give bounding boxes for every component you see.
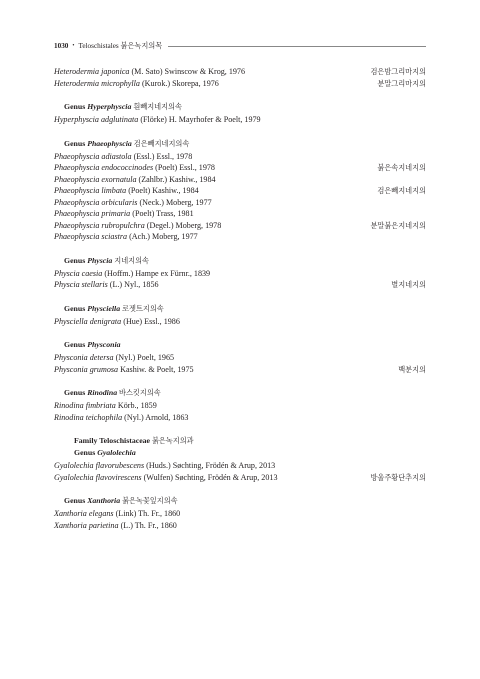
scientific-name: [54, 231, 198, 243]
species-name: Physciella denigrata: [54, 316, 122, 326]
genus-heading: [54, 339, 426, 351]
species-entry: [54, 162, 426, 174]
species-authority: (Essl.) Essl., 1978: [133, 151, 193, 161]
taxon-block: [54, 339, 426, 375]
header-rule: [168, 46, 426, 47]
species-name: Phaeophyscia rubropulchra: [54, 220, 145, 230]
scientific-name: [54, 66, 245, 78]
genus-name: Hyperphyscia: [87, 102, 132, 111]
species-authority: (Poelt) Kashiw., 1984: [128, 186, 199, 195]
species-entry: [54, 231, 426, 243]
taxon-block: [54, 101, 426, 126]
species-checklist: [54, 66, 426, 543]
species-name: Xanthoria parietina: [54, 520, 119, 530]
running-header: [54, 41, 426, 51]
species-entry: [54, 279, 426, 291]
genus-korean-name: 로젯트지의속: [122, 304, 164, 313]
species-authority: (Flörke) H. Mayrhofer & Poelt, 1979: [140, 115, 261, 124]
scientific-name: [54, 78, 219, 90]
scientific-name: [54, 400, 157, 412]
taxon-block: [54, 66, 426, 89]
taxon-block: [54, 435, 426, 483]
species-name: Phaeophyscia sciastra: [54, 232, 128, 241]
species-name: Rinodina teichophila: [54, 412, 123, 422]
species-name: Heterodermia japonica: [54, 67, 130, 76]
species-authority: Körb., 1859: [117, 401, 157, 410]
genus-name: Gyalolechia: [97, 448, 136, 457]
genus-korean-name: 검은빼지네지의속: [133, 139, 190, 148]
genus-korean-name: 흰빼지네지의속: [133, 103, 182, 111]
page-number: 1030: [54, 42, 69, 50]
scientific-name: [54, 151, 192, 163]
species-authority: (Neck.) Moberg, 1977: [139, 197, 212, 207]
taxon-block: [54, 495, 426, 531]
species-entry: [54, 472, 426, 484]
species-authority: (Zahlbr.) Kashiw., 1984: [138, 174, 216, 184]
species-entry: [54, 197, 426, 209]
species-authority: (Link) Th. Fr., 1860: [115, 509, 181, 518]
species-authority: (M. Sato) Swinscow & Krog, 1976: [131, 67, 246, 76]
genus-prefix: Genus: [64, 496, 86, 505]
species-entry: [54, 208, 426, 220]
species-authority: (Wulfen) Søchting, Frödén & Arup, 2013: [143, 472, 278, 482]
species-authority: (Hue) Essl., 1986: [123, 316, 180, 326]
scientific-name: [54, 364, 194, 376]
family-korean-name: 붉은녹지의과: [151, 437, 194, 445]
genus-prefix: Genus: [64, 340, 86, 349]
korean-common-name: 검은밤그리마지의: [370, 68, 426, 76]
genus-heading: [54, 387, 426, 399]
species-authority: (Huds.) Søchting, Frödén & Arup, 2013: [146, 461, 276, 470]
taxon-block: [54, 303, 426, 328]
scientific-name: [54, 208, 194, 220]
species-entry: [54, 364, 426, 376]
scientific-name: [54, 268, 210, 280]
genus-prefix: Genus: [64, 255, 86, 265]
korean-common-name: 분말그리마지의: [377, 79, 426, 88]
genus-name: Physconia: [87, 340, 121, 349]
genus-heading: [54, 101, 426, 113]
korean-common-name: 백분지의: [398, 365, 426, 374]
species-authority: (Degel.) Moberg, 1978: [146, 220, 222, 230]
species-authority: (Hoffm.) Hampe ex Fürnr., 1839: [104, 268, 211, 278]
species-entry: [54, 78, 426, 90]
species-entry: [54, 460, 426, 472]
species-authority: (Nyl.) Poelt, 1965: [115, 353, 175, 362]
species-entry: [54, 151, 426, 163]
genus-heading: [54, 447, 426, 459]
genus-heading: [54, 495, 426, 507]
family-label: Family Teloschistaceae: [74, 436, 151, 445]
running-title: Teloschistales 붉은녹지의목: [78, 42, 163, 50]
species-authority: (Kurok.) Skorepa, 1976: [141, 78, 219, 88]
species-name: Physcia caesia: [54, 268, 103, 278]
species-entry: [54, 114, 426, 126]
species-authority: (Nyl.) Arnold, 1863: [124, 412, 189, 422]
species-name: Physconia grumosa: [54, 364, 119, 374]
species-entry: [54, 352, 426, 364]
genus-name: Physcia: [87, 255, 113, 265]
species-name: Hyperphyscia adglutinata: [54, 115, 139, 124]
scientific-name: [54, 162, 215, 174]
korean-common-name: 분말붉은지네지의: [370, 221, 426, 230]
taxon-block: [54, 387, 426, 423]
scientific-name: [54, 460, 275, 472]
species-entry: [54, 220, 426, 232]
genus-korean-name: 붉은녹꽃잎지의속: [122, 497, 178, 505]
genus-heading: [54, 255, 426, 267]
scientific-name: [54, 279, 159, 291]
taxon-block: [54, 255, 426, 291]
genus-prefix: Genus: [64, 303, 86, 313]
species-authority: (L.) Nyl., 1856: [109, 280, 159, 289]
species-name: Phaeophyscia exornatula: [54, 174, 137, 184]
species-name: Phaeophyscia primaria: [54, 209, 131, 218]
species-authority: (Poelt) Trass, 1981: [132, 209, 194, 218]
korean-common-name: 붉은속지네지의: [377, 164, 426, 172]
korean-common-name: 별지네지의: [391, 281, 426, 289]
genus-name: Xanthoria: [87, 496, 121, 505]
species-authority: (Poelt) Essl., 1978: [155, 163, 215, 172]
genus-heading: [54, 303, 426, 315]
species-entry: [54, 185, 426, 197]
species-name: Gyalolechia flavorubescens: [54, 461, 145, 470]
scientific-name: [54, 520, 177, 532]
species-entry: [54, 66, 426, 78]
taxon-block: [54, 138, 426, 243]
species-authority: (L.) Th. Fr., 1860: [120, 520, 177, 530]
species-name: Phaeophyscia limbata: [54, 186, 127, 195]
species-name: Physcia stellaris: [54, 280, 108, 289]
species-name: Heterodermia microphylla: [54, 78, 140, 88]
species-entry: [54, 400, 426, 412]
scientific-name: [54, 508, 180, 520]
genus-name: Phaeophyscia: [87, 138, 132, 148]
genus-heading: [54, 138, 426, 150]
genus-korean-name: 지네지의속: [114, 256, 149, 265]
scientific-name: [54, 197, 212, 209]
species-name: Xanthoria elegans: [54, 509, 114, 518]
species-entry: [54, 520, 426, 532]
scientific-name: [54, 114, 261, 126]
species-entry: [54, 174, 426, 186]
species-name: Phaeophyscia adiastola: [54, 151, 132, 161]
species-name: Phaeophyscia orbicularis: [54, 197, 138, 207]
korean-common-name: 방울주황단추지의: [370, 473, 426, 482]
scientific-name: [54, 412, 188, 424]
scientific-name: [54, 316, 180, 328]
genus-prefix: Genus: [64, 388, 86, 397]
species-authority: Kashiw. & Poelt, 1975: [120, 364, 194, 374]
species-name: Gyalolechia flavovirescens: [54, 472, 142, 482]
scientific-name: [54, 185, 199, 197]
species-entry: [54, 316, 426, 328]
korean-common-name: 검은빼지네지의: [377, 187, 426, 195]
genus-name: Physciella: [87, 303, 121, 313]
genus-name: Rinodina: [87, 388, 118, 397]
scientific-name: [54, 220, 221, 232]
family-heading: [54, 435, 426, 447]
genus-prefix: Genus: [64, 138, 86, 148]
species-name: Phaeophyscia endococcinodes: [54, 163, 154, 172]
species-entry: [54, 508, 426, 520]
genus-prefix: Genus: [74, 448, 96, 457]
species-authority: (Ach.) Moberg, 1977: [129, 232, 198, 241]
scientific-name: [54, 472, 278, 484]
header-separator: •: [72, 43, 75, 49]
species-entry: [54, 412, 426, 424]
species-name: Physconia detersa: [54, 353, 114, 362]
genus-korean-name: 바스킷지의속: [119, 389, 161, 397]
scientific-name: [54, 352, 174, 364]
species-entry: [54, 268, 426, 280]
scientific-name: [54, 174, 216, 186]
genus-prefix: Genus: [64, 102, 86, 111]
species-name: Rinodina fimbriata: [54, 401, 116, 410]
